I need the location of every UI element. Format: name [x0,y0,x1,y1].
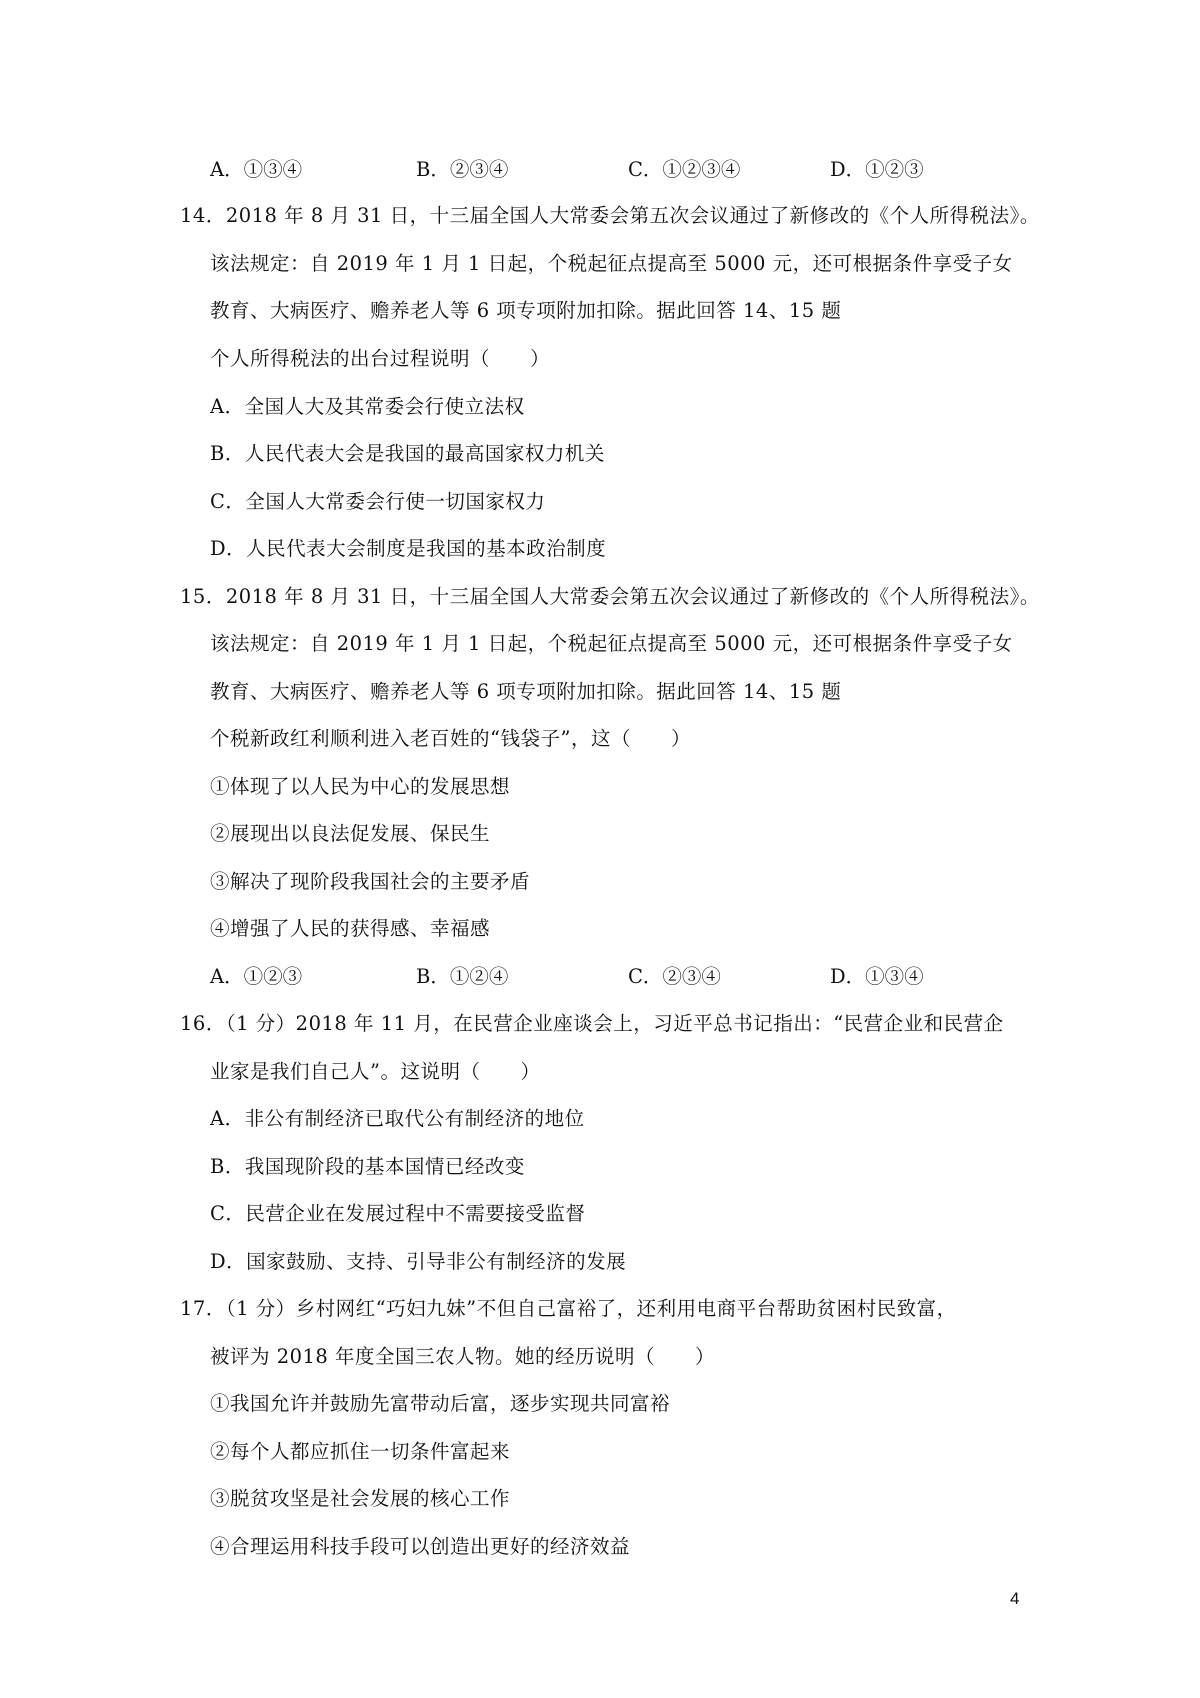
q16-option-c: C．民营企业在发展过程中不需要接受监督 [210,1202,586,1225]
q14-stem-line-3: 教育、大病医疗、赡养老人等 6 项专项附加扣除。据此回答 14、15 题 [210,299,842,322]
q17-item-3: ③脱贫攻坚是社会发展的核心工作 [210,1487,511,1510]
q13-option-b: B．②③④ [416,158,509,181]
q15-item-2: ②展现出以良法促发展、保民生 [210,822,491,845]
q15-question: 个税新政红利顺利进入老百姓的“钱袋子”，这（ ） [210,727,691,750]
q17-stem-line-1: 17．（1 分）乡村网红“巧妇九妹”不但自己富裕了，还利用电商平台帮助贫困村民致富， [180,1297,957,1320]
q13-option-a: A．①③④ [210,158,303,181]
q16-stem-line-2: 业家是我们自己人”。这说明（ ） [210,1060,541,1083]
q14-option-d: D．人民代表大会制度是我国的基本政治制度 [210,537,607,560]
q15-option-a: A．①②③ [210,965,303,988]
q17-item-4: ④合理运用科技手段可以创造出更好的经济效益 [210,1535,631,1558]
q15-item-1: ①体现了以人民为中心的发展思想 [210,775,511,798]
q15-item-3: ③解决了现阶段我国社会的主要矛盾 [210,870,531,893]
q15-option-b: B．①②④ [416,965,509,988]
q16-stem-line-1: 16．（1 分）2018 年 11 月，在民营企业座谈会上，习近平总书记指出：“民营企业和民营企 [180,1012,1004,1035]
q13-option-d: D．①②③ [830,158,924,181]
q15-option-d: D．①③④ [830,965,924,988]
q14-question: 个人所得税法的出台过程说明（ ） [210,347,551,370]
q14-option-c: C．全国人大常委会行使一切国家权力 [210,490,546,513]
q17-stem-line-2: 被评为 2018 年度全国三农人物。她的经历说明（ ） [210,1345,716,1368]
q16-option-a: A．非公有制经济已取代公有制经济的地位 [210,1107,585,1130]
q15-stem-line-3: 教育、大病医疗、赡养老人等 6 项专项附加扣除。据此回答 14、15 题 [210,680,842,703]
q14-stem-line-2: 该法规定：自 2019 年 1 月 1 日起，个税起征点提高至 5000 元，还可根据条件享受子女 [210,252,1013,275]
q15-item-4: ④增强了人民的获得感、幸福感 [210,917,491,940]
q15-stem-line-2: 该法规定：自 2019 年 1 月 1 日起，个税起征点提高至 5000 元，还可根据条件享受子女 [210,632,1013,655]
q16-option-d: D．国家鼓励、支持、引导非公有制经济的发展 [210,1250,627,1273]
q15-option-c: C．②③④ [628,965,721,988]
q14-option-b: B．人民代表大会是我国的最高国家权力机关 [210,442,605,465]
q14-option-a: A．全国人大及其常委会行使立法权 [210,395,525,418]
q17-item-2: ②每个人都应抓住一切条件富起来 [210,1440,511,1463]
q17-item-1: ①我国允许并鼓励先富带动后富，逐步实现共同富裕 [210,1392,671,1415]
q14-stem-line-1: 14．2018 年 8 月 31 日，十三届全国人大常委会第五次会议通过了新修改的《个人所得税法》。 [180,204,1040,227]
q13-option-c: C．①②③④ [628,158,741,181]
page-number: 4 [1010,1589,1020,1608]
q15-stem-line-1: 15．2018 年 8 月 31 日，十三届全国人大常委会第五次会议通过了新修改的《个人所得税法》。 [180,585,1040,608]
q16-option-b: B．我国现阶段的基本国情已经改变 [210,1155,525,1178]
